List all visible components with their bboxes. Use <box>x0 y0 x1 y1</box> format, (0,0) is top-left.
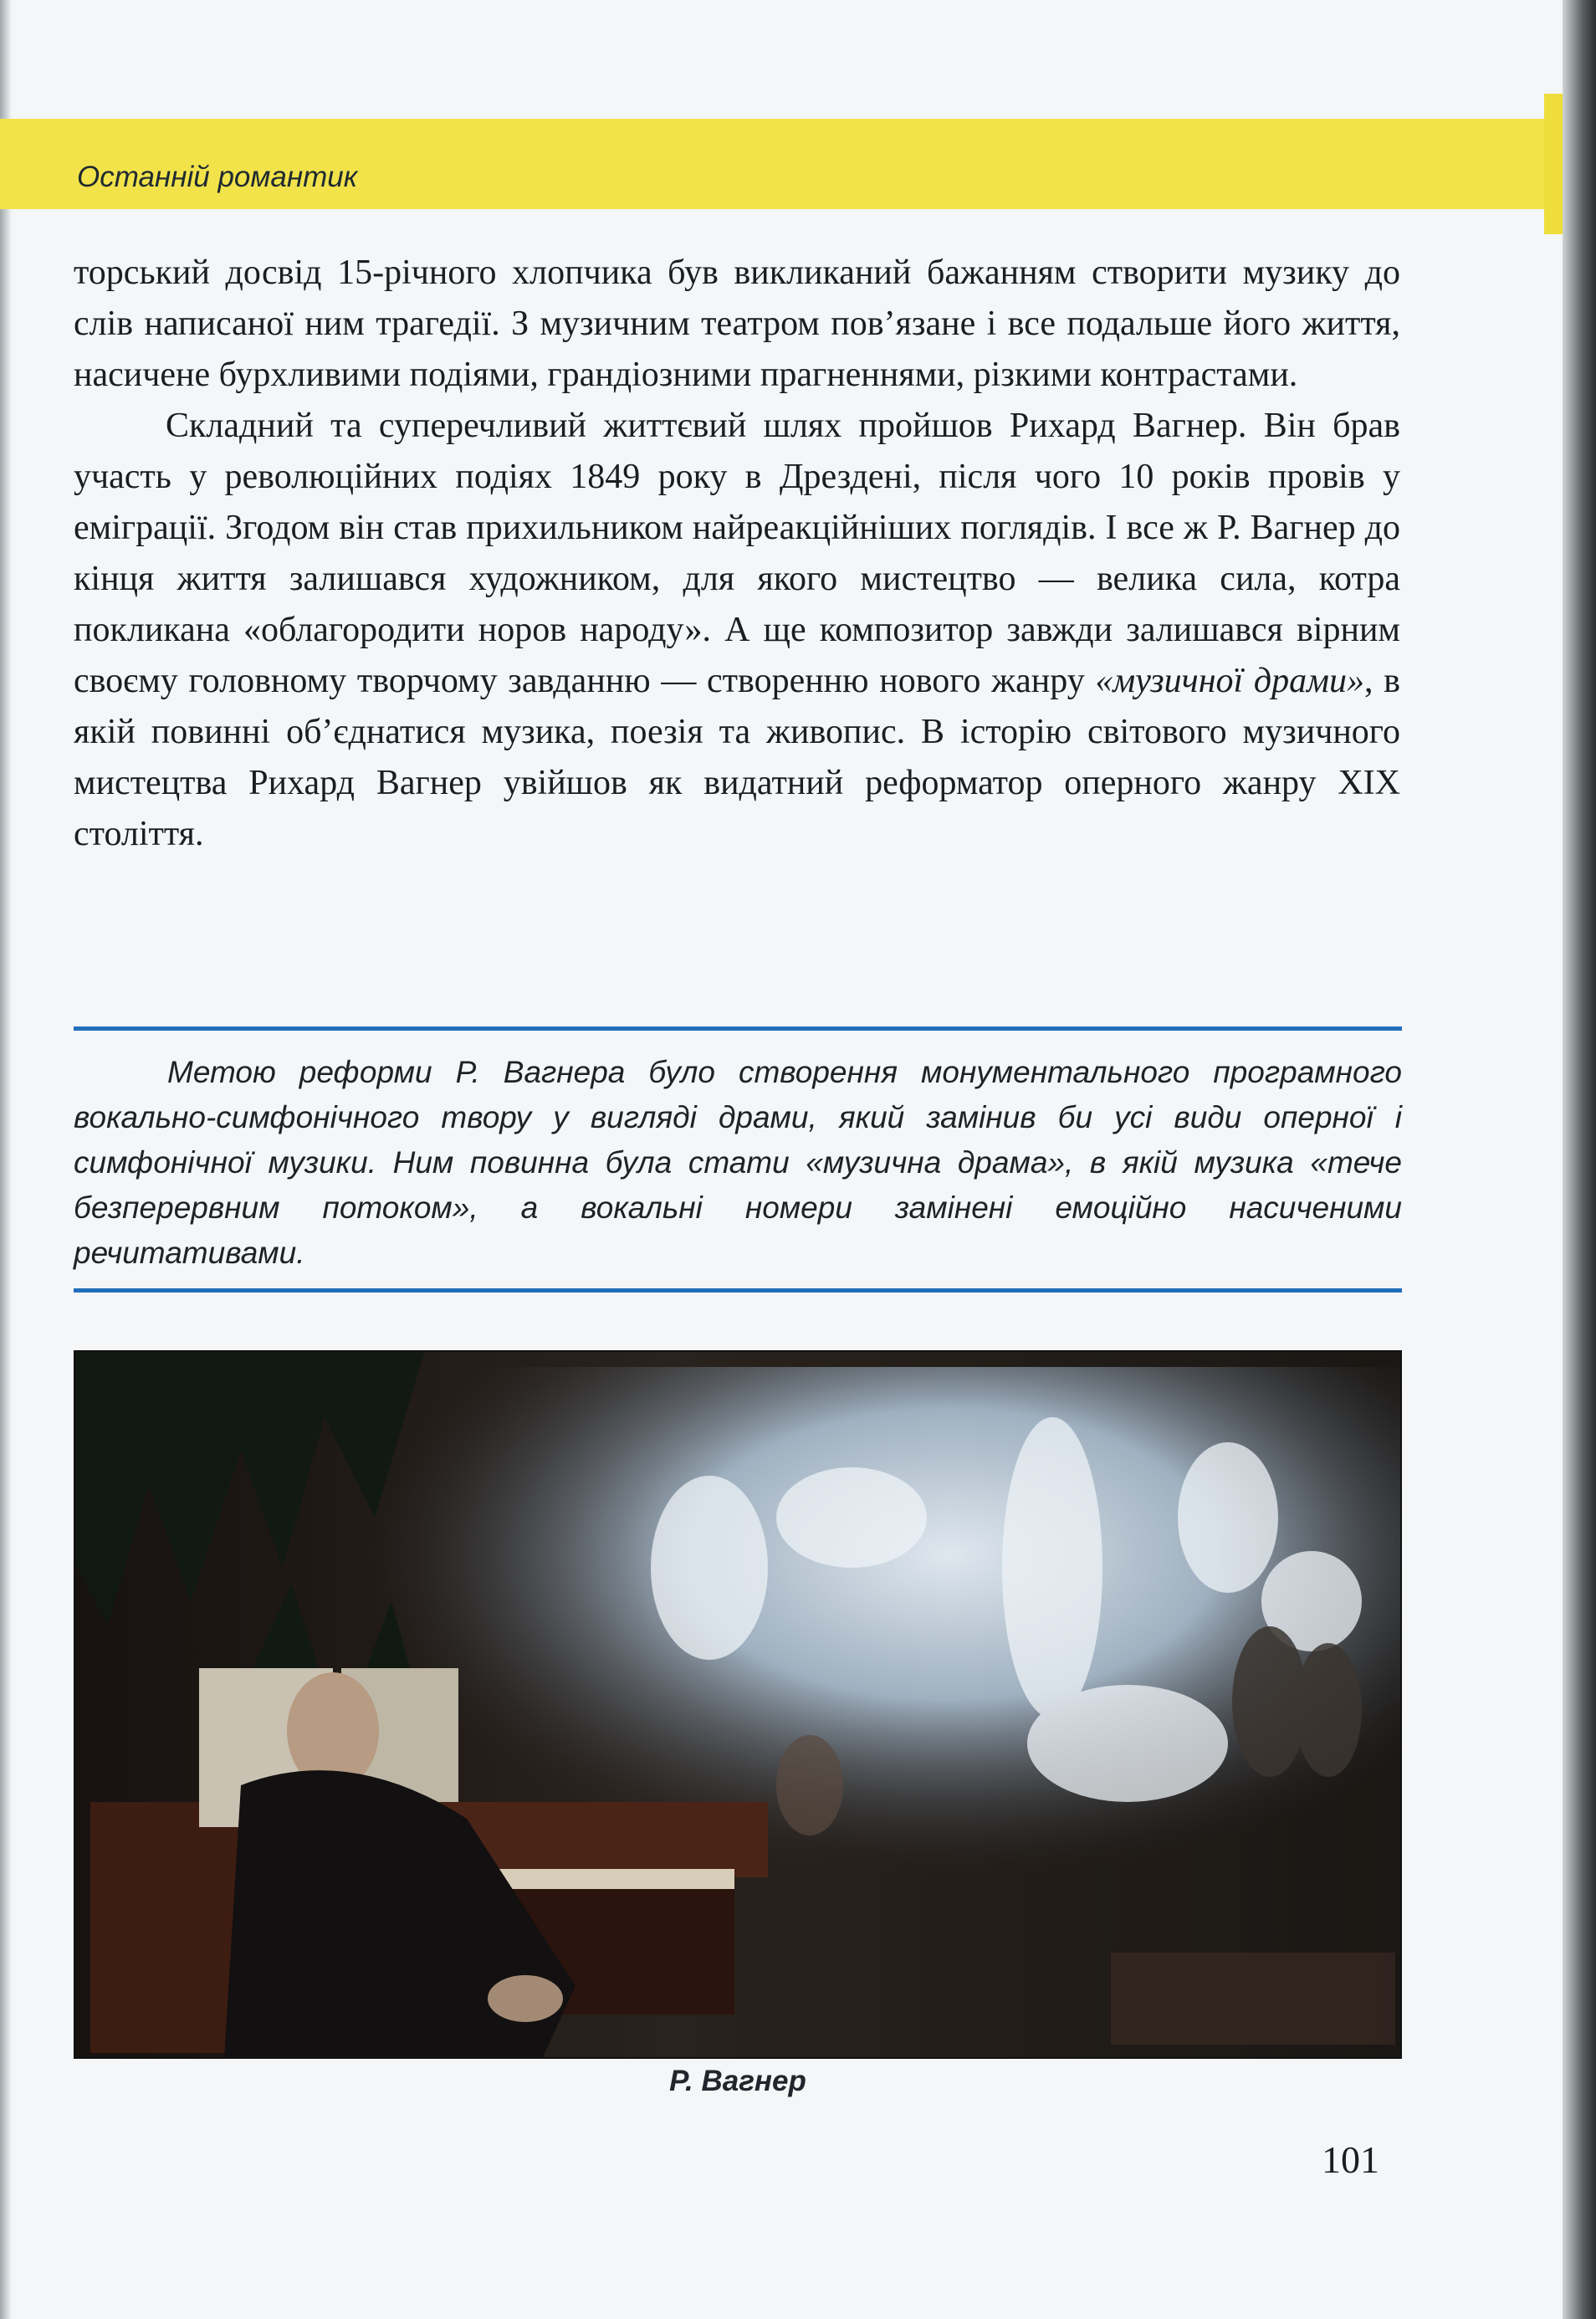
paragraph-2-part-1: Складний та суперечливий життєвий шлях пройшов Рихард Вагнер. Він брав участь у революційних подіях 1849 року в Дрездені, після чого 10 років провів у еміграції. Згодом він став прихильником найреакційніших поглядів. І все ж Р. Вагнер до кінця життя залишався художником, для якого мистецтво — велика сила, котра покликана «облагородити норов народу». А ще композитор завжди залишався вірним своєму головному творчому завданню — створенню нового жанру <box>74 407 1400 700</box>
paragraph-1: торський досвід 15-річного хлопчика був викликаний бажанням створити музику до слів написаної ним трагедії. З музичним театром пов’язане і все подальше його життя, насичене бурхливими подіями, грандіозними прагненнями, різкими контрастами. <box>74 253 1400 394</box>
callout-box <box>74 1050 1402 1276</box>
music-drama-term: «музичної драми» <box>1095 662 1364 700</box>
wagner-illustration <box>74 1350 1402 2059</box>
wagner-painting <box>74 1350 1402 2059</box>
paragraph-2 <box>74 401 1400 860</box>
callout-bottom-rule <box>74 1288 1402 1293</box>
header-tab <box>1544 94 1563 234</box>
page-number: 101 <box>1322 2138 1379 2181</box>
paragraph-2-part-2: , в якій повинні об’єднатися музика, поезія та живопис. В історію світового музичного мистецтва Рихард Вагнер увійшов як видатний реформатор оперного жанру XIX століття. <box>74 662 1400 853</box>
callout-top-rule <box>74 1026 1402 1031</box>
figure-caption: Р. Вагнер <box>669 2065 806 2097</box>
main-text <box>74 248 1400 860</box>
section-title: Останній романтик <box>77 161 358 193</box>
callout-text: Метою реформи Р. Вагнера було створення монументального програмного вокально-симфонічного твору у вигляді драми, який замінив би усі види оперної і симфонічної музики. Ним повинна була стати «музична драма», в якій музика «тече безперервним потоком», а вокальні номери замінені емоційно насиченими речитативами. <box>74 1055 1402 1270</box>
book-edge <box>1563 0 1596 2319</box>
binding-shadow <box>0 0 12 2319</box>
